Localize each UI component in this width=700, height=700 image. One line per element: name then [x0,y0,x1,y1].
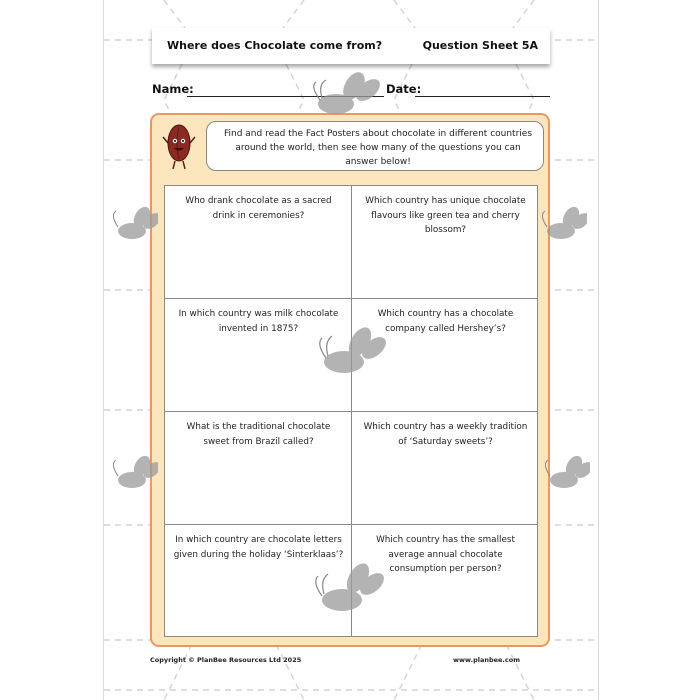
header-banner [152,28,550,64]
instruction-speech-bubble [206,121,544,171]
sheet-number: Question Sheet 5A [422,39,538,52]
footer-copyright: Copyright © PlanBee Resources Ltd 2025 [150,656,302,664]
question-text: Who drank chocolate as a sacred drink in ceremonies? [185,196,332,221]
bee-watermark-icon [537,205,587,245]
footer-website: www.planbee.com [453,656,520,664]
name-label: Name: [152,82,194,96]
question-box[interactable] [165,412,352,525]
question-text: Which country has a weekly tradition of ‘Saturday sweets’? [363,422,528,447]
question-text: Which country has the smallest average annual chocolate consumption per person? [376,535,515,574]
worksheet-title: Where does Chocolate come from? [167,39,383,52]
bee-watermark-icon [306,72,382,120]
question-text: Which country has unique chocolate flavours like green tea and cherry blossom? [365,196,526,235]
date-label: Date: [386,82,422,96]
question-text: What is the traditional chocolate sweet from Brazil called? [186,422,331,447]
date-field-line[interactable] [415,96,550,97]
instructions-text: Find and read the Fact Posters about chocolate in different countries around the world, then see how many of the questions you can answer below! [223,129,533,167]
question-box[interactable] [352,412,539,525]
bee-watermark-icon [306,562,386,618]
question-text: Which country has a chocolate company called Hershey’s? [377,309,514,334]
cocoa-bean-mascot-icon [162,121,196,171]
bee-watermark-icon [310,326,386,380]
question-box[interactable] [352,186,539,299]
bee-watermark-icon [540,454,590,494]
question-text: In which country was milk chocolate invented in 1875? [178,309,339,334]
question-box[interactable] [165,186,352,299]
bee-watermark-icon [108,454,158,494]
question-text: In which country are chocolate letters given during the holiday ‘Sinterklaas’? [173,535,344,560]
bee-watermark-icon [108,205,158,245]
